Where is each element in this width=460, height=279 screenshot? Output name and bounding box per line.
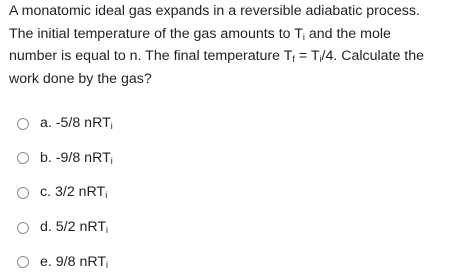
radio-button[interactable] xyxy=(17,222,29,234)
question-fragment: /4. Calculate the xyxy=(321,48,425,64)
option-letter: e. xyxy=(40,253,52,270)
subscript: i xyxy=(302,31,305,42)
subscript: i xyxy=(105,190,108,201)
radio-button[interactable] xyxy=(17,152,29,164)
option-value: 3/2 nRT xyxy=(55,184,106,201)
subscript: i xyxy=(106,225,109,236)
question-line: A monatomic ideal gas expands in a reversible adiabatic process. xyxy=(9,3,420,19)
answer-options xyxy=(17,106,447,279)
option-label xyxy=(40,254,108,270)
answer-option-c[interactable] xyxy=(17,175,447,210)
subscript: i xyxy=(110,121,113,132)
subscript: f xyxy=(292,54,295,64)
option-value: 5/2 nRT xyxy=(55,219,107,236)
subscript: i xyxy=(110,155,113,166)
question-fragment: The initial temperature of the gas amounts to T xyxy=(9,25,303,42)
question-line xyxy=(9,23,455,46)
option-label xyxy=(40,115,113,131)
question-fragment: and the mole xyxy=(304,25,391,42)
answer-option-a[interactable] xyxy=(17,106,447,141)
subscript: i xyxy=(106,259,109,270)
radio-button[interactable] xyxy=(17,118,29,130)
option-value: -5/8 nRT xyxy=(55,115,111,132)
radio-button[interactable] xyxy=(17,187,29,199)
question-text xyxy=(9,0,455,90)
option-label xyxy=(40,184,107,200)
subscript: i xyxy=(319,54,322,64)
question-fragment: number is equal to n. The final temperature T xyxy=(9,48,293,64)
question-line xyxy=(9,45,455,68)
answer-option-d[interactable] xyxy=(17,210,447,245)
option-value: 9/8 nRT xyxy=(55,253,107,270)
answer-option-b[interactable] xyxy=(17,141,447,176)
option-letter: d. xyxy=(40,219,52,236)
radio-button[interactable] xyxy=(17,256,29,268)
option-letter: a. xyxy=(40,115,52,132)
option-label xyxy=(40,150,113,166)
question-fragment: = T xyxy=(294,48,320,64)
answer-option-e[interactable] xyxy=(17,244,447,279)
option-label xyxy=(40,219,108,235)
option-letter: c. xyxy=(40,184,52,201)
question-line: work done by the gas? xyxy=(9,70,152,87)
option-letter: b. xyxy=(40,149,52,166)
option-value: -9/8 nRT xyxy=(55,149,111,166)
